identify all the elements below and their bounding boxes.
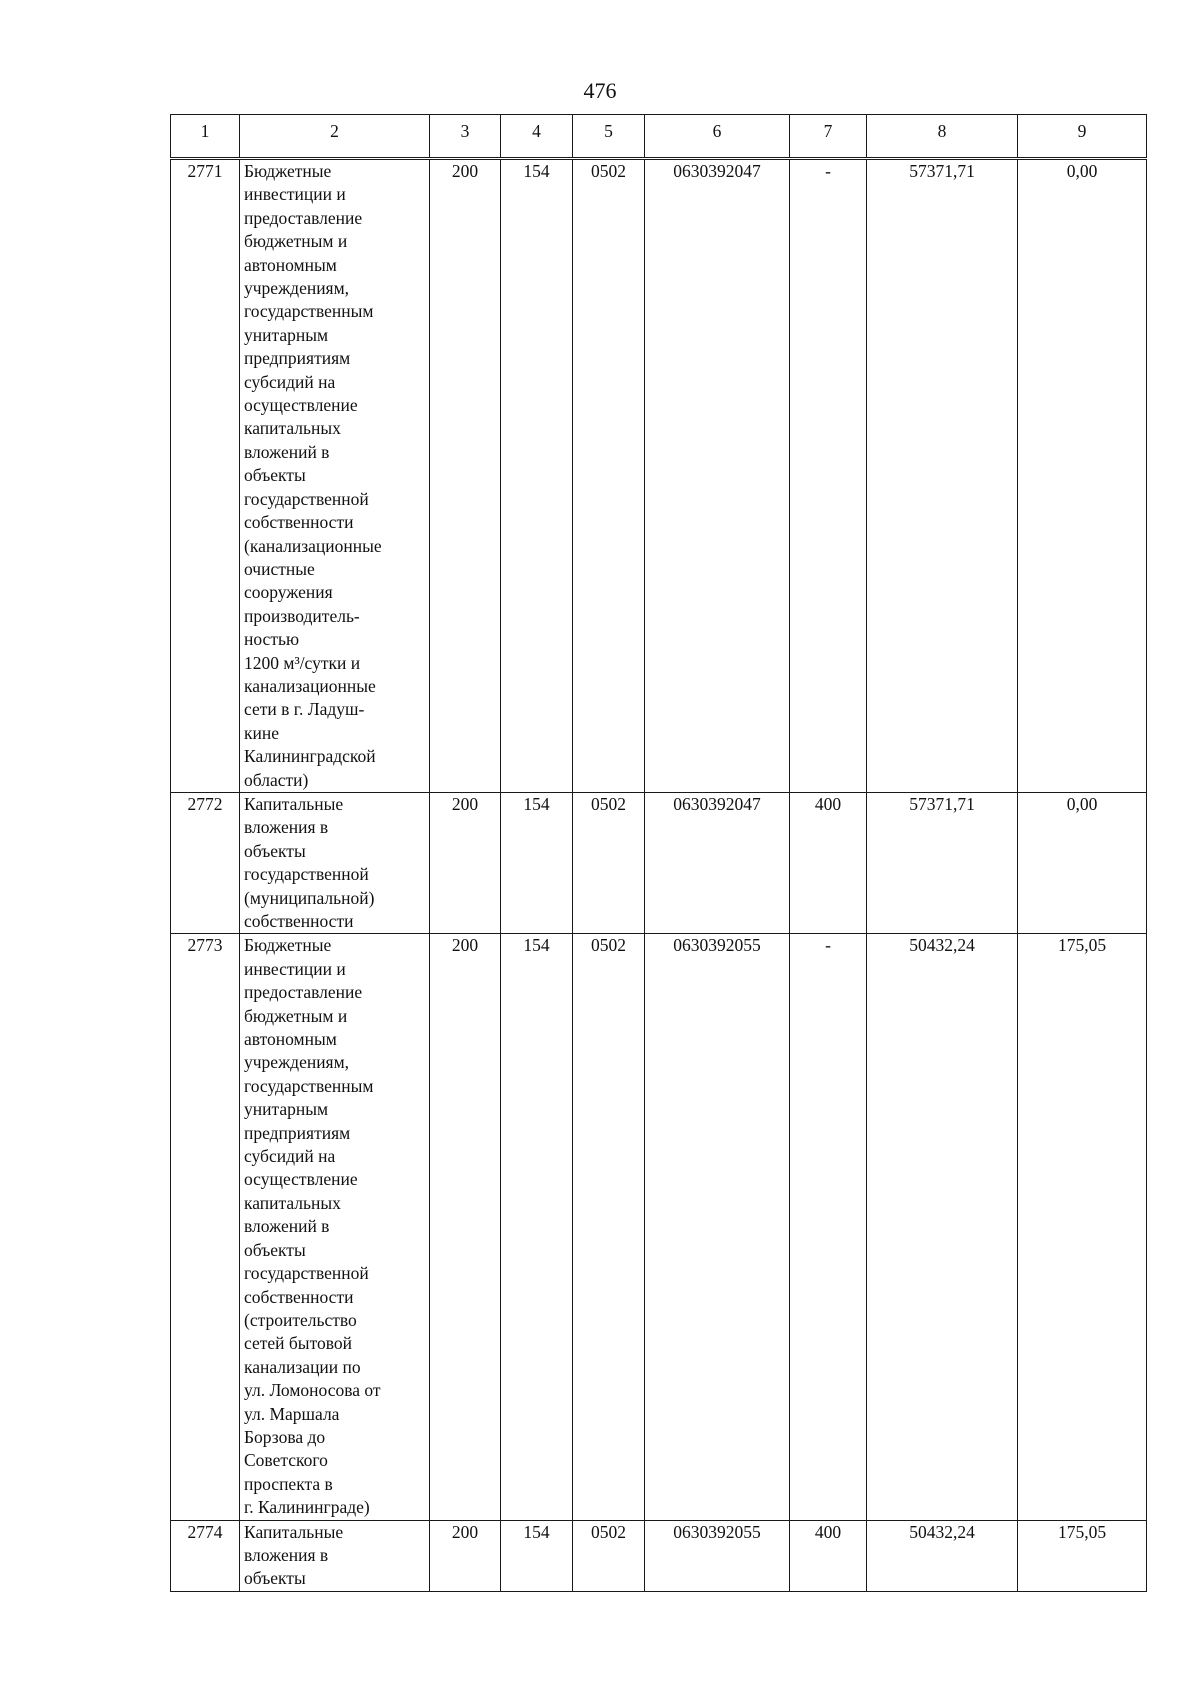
row-name	[240, 159, 430, 793]
name-line: Капитальные	[244, 793, 344, 814]
row-name	[240, 792, 430, 933]
name-line: собственности	[244, 911, 354, 931]
name-line: ул. Ломоносова от	[244, 1380, 381, 1401]
table-row	[171, 1520, 1147, 1591]
name-line: объекты	[244, 840, 306, 861]
cell-col4: 154	[501, 792, 573, 933]
name-line: вложений в	[244, 1216, 330, 1237]
name-line: (канализационные	[244, 535, 382, 556]
budget-table	[170, 114, 1147, 1592]
name-line: унитарным	[244, 1099, 329, 1120]
cell-col7: 400	[790, 1520, 867, 1591]
name-line: вложения в	[244, 817, 329, 838]
name-line: вложений в	[244, 441, 330, 462]
row-number: 2774	[171, 1520, 240, 1591]
name-line: капитальных	[244, 1192, 341, 1213]
header-row	[171, 115, 1147, 159]
name-line: (муниципальной)	[244, 887, 375, 908]
column-header: 4	[501, 115, 573, 159]
name-line: бюджетным и	[244, 231, 348, 252]
name-line: предоставление	[244, 982, 363, 1003]
name-line: канализации по	[244, 1356, 361, 1377]
name-line: Калининградской	[244, 746, 376, 767]
table-row	[171, 792, 1147, 933]
cell-col4: 154	[501, 934, 573, 1520]
cell-col7: 400	[790, 792, 867, 933]
name-line: учреждениям,	[244, 1052, 350, 1073]
cell-col8: 57371,71	[867, 792, 1018, 933]
name-line: объекты	[244, 1239, 306, 1260]
name-line: субсидий на	[244, 1146, 336, 1167]
name-line: объекты	[244, 465, 306, 486]
name-line: капитальных	[244, 418, 341, 439]
column-header: 2	[240, 115, 430, 159]
cell-col3: 200	[430, 1520, 501, 1591]
cell-col6: 0630392047	[645, 792, 790, 933]
name-line: канализационные	[244, 675, 376, 696]
name-line: сетей бытовой	[244, 1333, 352, 1354]
name-line: ул. Маршала	[244, 1403, 340, 1424]
page-number: 476	[583, 78, 617, 103]
column-header: 8	[867, 115, 1018, 159]
cell-col9: 0,00	[1018, 159, 1147, 793]
name-line: Борзова до	[244, 1426, 326, 1447]
name-line: инвестиции и	[244, 958, 346, 979]
cell-col3: 200	[430, 934, 501, 1520]
cell-col9: 0,00	[1018, 792, 1147, 933]
name-line: кине	[244, 722, 279, 743]
name-line: государственной	[244, 488, 369, 509]
name-line: ностью	[244, 629, 300, 650]
name-line: автономным	[244, 1029, 337, 1050]
cell-col4: 154	[501, 1520, 573, 1591]
name-line: области)	[244, 769, 309, 790]
name-line: очистные	[244, 558, 315, 579]
column-header: 7	[790, 115, 867, 159]
cell-col7: -	[790, 934, 867, 1520]
cell-col3: 200	[430, 792, 501, 933]
column-header: 3	[430, 115, 501, 159]
row-name	[240, 1520, 430, 1591]
cell-col6: 0630392055	[645, 1520, 790, 1591]
column-header: 6	[645, 115, 790, 159]
row-number: 2773	[171, 934, 240, 1520]
table-row	[171, 934, 1147, 1520]
name-line: сети в г. Ладуш-	[244, 699, 365, 720]
name-line: предприятиям	[244, 1122, 351, 1143]
table-row	[171, 159, 1147, 793]
name-line: вложения в	[244, 1544, 329, 1565]
name-line: предприятиям	[244, 348, 351, 369]
name-line: осуществление	[244, 395, 358, 416]
cell-col3: 200	[430, 159, 501, 793]
cell-col6: 0630392047	[645, 159, 790, 793]
cell-col5: 0502	[573, 792, 645, 933]
name-line: собственности	[244, 1286, 354, 1307]
name-line: автономным	[244, 254, 337, 275]
cell-col9: 175,05	[1018, 1520, 1147, 1591]
cell-col5: 0502	[573, 1520, 645, 1591]
name-line: Бюджетные	[244, 161, 332, 181]
name-line: учреждениям,	[244, 278, 350, 299]
name-line: унитарным	[244, 324, 329, 345]
name-line: инвестиции и	[244, 184, 346, 205]
name-line: Капитальные	[244, 1521, 344, 1542]
cell-col6: 0630392055	[645, 934, 790, 1520]
name-line: субсидий на	[244, 371, 336, 392]
row-number: 2771	[171, 159, 240, 793]
name-line: собственности	[244, 512, 354, 533]
cell-col7: -	[790, 159, 867, 793]
cell-col5: 0502	[573, 159, 645, 793]
name-line: государственным	[244, 301, 374, 322]
name-line: производитель-	[244, 605, 360, 626]
name-line: государственным	[244, 1075, 374, 1096]
cell-col9: 175,05	[1018, 934, 1147, 1520]
column-header: 5	[573, 115, 645, 159]
name-line: проспекта в	[244, 1473, 333, 1494]
name-line: бюджетным и	[244, 1005, 348, 1026]
row-number: 2772	[171, 792, 240, 933]
cell-col4: 154	[501, 159, 573, 793]
name-line: 1200 м³/сутки и	[244, 652, 361, 673]
name-line: предоставление	[244, 207, 363, 228]
name-line: Советского	[244, 1450, 328, 1471]
column-header: 9	[1018, 115, 1147, 159]
name-line: Бюджетные	[244, 935, 332, 956]
name-line: г. Калининграде)	[244, 1497, 370, 1518]
name-line: объекты	[244, 1568, 306, 1589]
cell-col8: 57371,71	[867, 159, 1018, 793]
name-line: осуществление	[244, 1169, 358, 1190]
cell-col8: 50432,24	[867, 1520, 1018, 1591]
column-header: 1	[171, 115, 240, 159]
name-line: государственной	[244, 864, 369, 885]
cell-col8: 50432,24	[867, 934, 1018, 1520]
name-line: государственной	[244, 1263, 369, 1284]
name-line: сооружения	[244, 582, 333, 603]
cell-col5: 0502	[573, 934, 645, 1520]
name-line: (строительство	[244, 1309, 357, 1330]
row-name	[240, 934, 430, 1520]
